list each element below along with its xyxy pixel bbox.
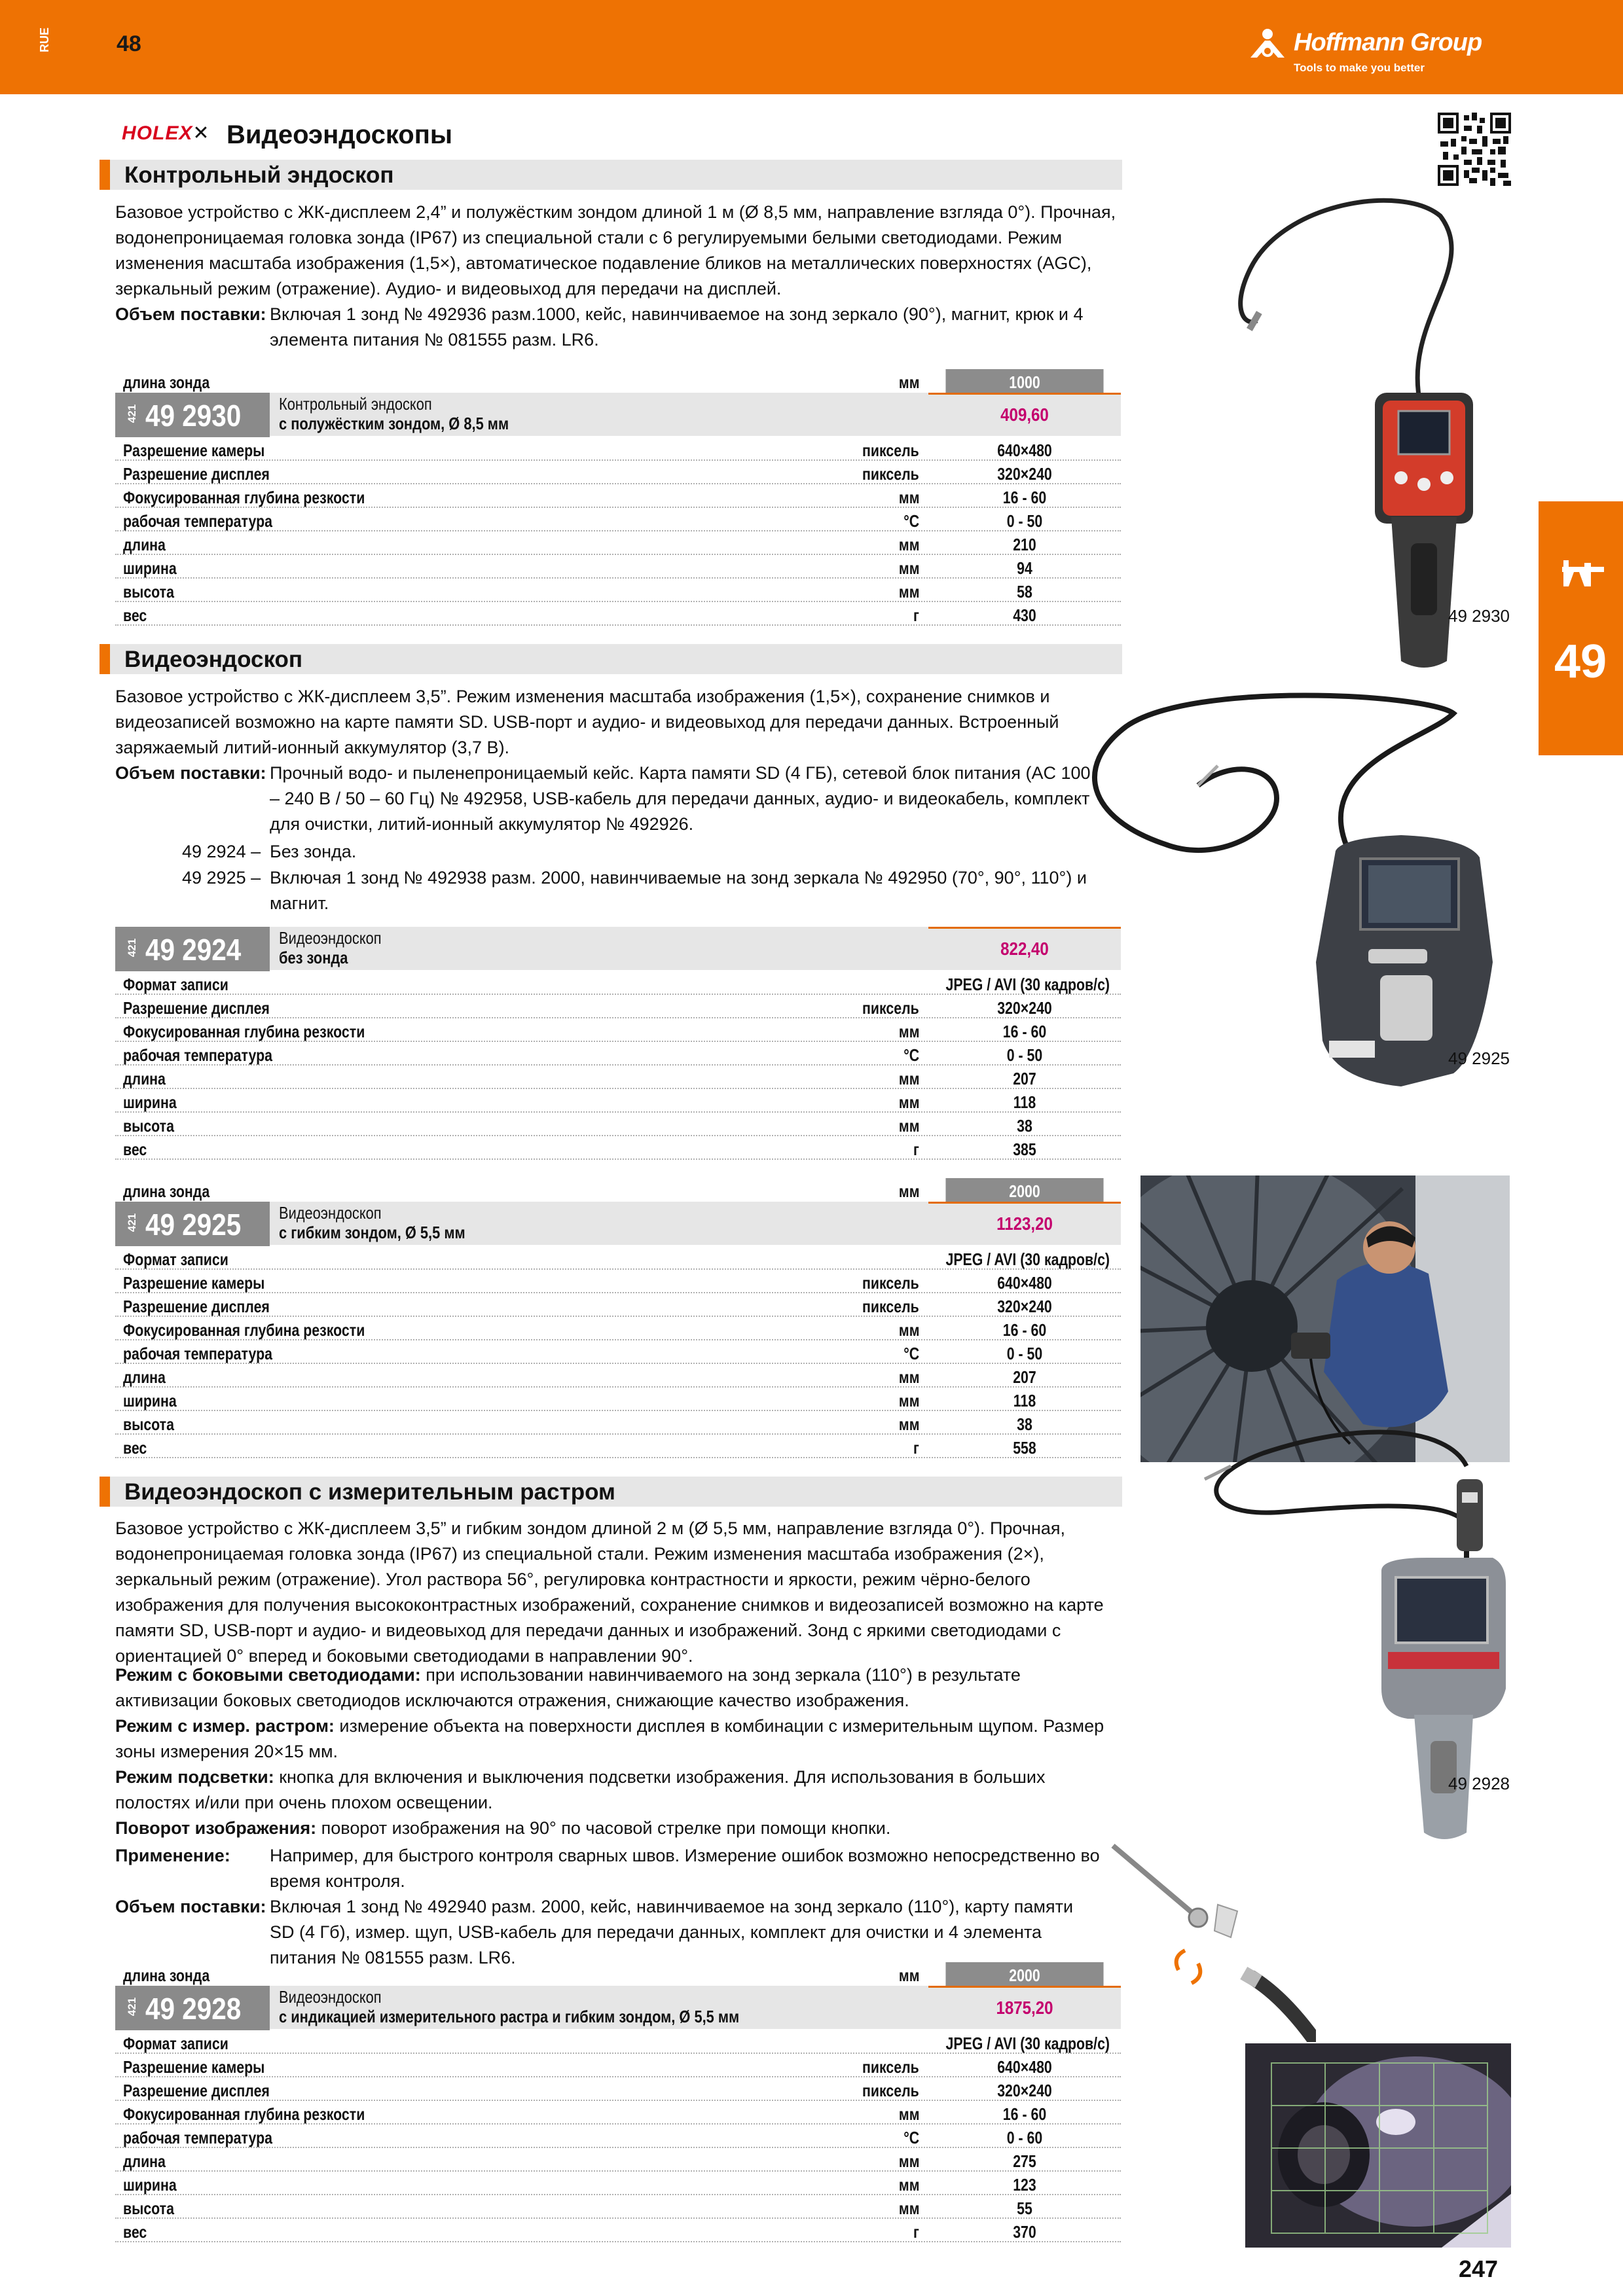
spec-value: 210 (1013, 535, 1036, 554)
spec-unit: мм (898, 2175, 919, 2195)
section-title: Видеоэндоскоп (124, 647, 303, 672)
delivery-scope-label: Объем поставки: (115, 763, 266, 783)
spec-value: 640×480 (997, 1273, 1052, 1293)
spec-unit: пиксель (862, 1297, 919, 1316)
spec-name: рабочая температура (123, 1045, 272, 1065)
spec-name: высота (123, 2198, 174, 2218)
spec-name: Фокусированная глубина резкости (123, 1320, 365, 1340)
chapter-number: 49 (1554, 636, 1607, 688)
spec-name: длина (123, 1069, 166, 1088)
spec-value: 16 - 60 (1002, 2104, 1047, 2124)
language-code: RUE (38, 27, 51, 53)
spec-name: ширина (123, 558, 177, 578)
spec-value: 640×480 (997, 2057, 1052, 2077)
table-row (115, 1388, 1121, 1411)
product-variant: без зонда (279, 948, 348, 967)
application-text: Например, для быстрого контроля сварных швов. Измерение ошибок возможно непосредственно во время контроля. (270, 1846, 1100, 1891)
feature-rotation (115, 1816, 1123, 1841)
spec-name: вес (123, 1438, 147, 1458)
article-number: 49 2928 (145, 1992, 242, 2026)
article-number: 49 2925 (145, 1208, 242, 1242)
table-row (115, 1364, 1121, 1388)
table-row (115, 2148, 1121, 2172)
spec-value: 38 (1017, 1116, 1032, 1136)
product-variant: с гибким зондом, Ø 5,5 мм (279, 1223, 465, 1242)
spec-name: Формат записи (123, 2034, 228, 2053)
spec-unit: мм (898, 535, 919, 554)
spec-unit: мм (898, 2104, 919, 2124)
spec-unit: °C (903, 1344, 919, 1363)
spec-unit: мм (898, 1116, 919, 1136)
spec-value: 320×240 (997, 1297, 1052, 1316)
section-header-video-endoscope (100, 644, 1122, 674)
article-number: 49 2930 (145, 399, 242, 433)
spec-unit: пиксель (862, 2081, 919, 2100)
spec-unit: г (913, 2222, 919, 2242)
spec-unit: мм (898, 1414, 919, 1434)
section-title: Контрольный эндоскоп (124, 162, 394, 188)
hoffmann-logo-icon (1245, 27, 1290, 60)
table-row (115, 1411, 1121, 1435)
application-label: Применение: (115, 1846, 230, 1865)
chapter-tab[interactable] (1539, 501, 1623, 755)
spec-value: 0 - 50 (1006, 1045, 1043, 1065)
spec-unit: мм (898, 2198, 919, 2218)
table-row (115, 1018, 1121, 1042)
table-row (115, 579, 1121, 602)
article-number-box (115, 927, 270, 971)
spec-value: 640×480 (997, 440, 1052, 460)
feature-text: кнопка для включения и выключения подсветки изображения. Для использования в больших полостях и/или при очень плохом освещении. (115, 1767, 1046, 1812)
section-accent-bar (100, 160, 110, 190)
delivery-scope-text: Прочный водо- и пыленепроницаемый кейс. Карта памяти SD (4 ГБ), сетевой блок питания (AC 100 – 240 В / 50 – 60 Гц) № 492958, USB-кабель для передачи данных, аудио- и видеокабель, комплект для очистки, литий-ионный аккумулятор № 492926. (270, 763, 1091, 834)
spec-value: 320×240 (997, 998, 1052, 1018)
table-row (115, 2219, 1121, 2242)
unit: мм (898, 372, 919, 392)
article-number-box (115, 393, 270, 437)
price: 1123,20 (996, 1213, 1053, 1234)
variant-note (182, 839, 1123, 865)
catalog-page-number: 48 (117, 31, 141, 56)
table-header-row (115, 369, 1121, 393)
table-row (115, 2195, 1121, 2219)
delivery-scope-label: Объем поставки: (115, 304, 266, 324)
variant-note (182, 865, 1123, 916)
spec-value: 16 - 60 (1002, 1320, 1047, 1340)
spec-rows (115, 1246, 1121, 1458)
spec-name: вес (123, 2222, 147, 2242)
table-row (115, 1435, 1121, 1458)
spec-name: Фокусированная глубина резкости (123, 1022, 365, 1041)
variant-text: Без зонда. (270, 842, 357, 861)
spec-name: вес (123, 1139, 147, 1159)
table-row (115, 531, 1121, 555)
spec-unit: г (913, 1438, 919, 1458)
table-row (115, 1136, 1121, 1160)
table-row (115, 1042, 1121, 1066)
spec-name: Разрешение камеры (123, 1273, 265, 1293)
page-number: 247 (1459, 2255, 1499, 2282)
feature-side-leds (115, 1662, 1123, 1713)
spec-value: 16 - 60 (1002, 488, 1047, 507)
spec-value: 123 (1013, 2175, 1036, 2195)
brand-tagline: Tools to make you better (1294, 62, 1425, 74)
spec-name: Разрешение дисплея (123, 2081, 270, 2100)
spec-value: 320×240 (997, 464, 1052, 484)
spec-unit: мм (898, 558, 919, 578)
holex-logo (122, 122, 210, 145)
product-name: Контрольный эндоскоп (279, 394, 432, 414)
spec-value: 558 (1013, 1438, 1036, 1458)
spec-value: 0 - 50 (1006, 1344, 1043, 1363)
price-divider (928, 393, 1121, 395)
feature-measuring-grid (115, 1713, 1123, 1765)
holex-wordmark: HOLEX (122, 122, 193, 144)
spec-value: JPEG / AVI (30 кадров/с) (945, 1249, 1110, 1269)
table-row (115, 2054, 1121, 2077)
feature-label: Режим подсветки: (115, 1767, 274, 1787)
delivery-scope (115, 761, 1123, 837)
spec-unit: мм (898, 1320, 919, 1340)
feature-text: измерение объекта на поверхности дисплея в комбинации с измерительным щупом. Размер зоны измерения 20×15 мм. (115, 1716, 1104, 1761)
article-number: 49 2924 (145, 933, 242, 967)
spec-value: 58 (1017, 582, 1032, 601)
unit: мм (898, 1181, 919, 1201)
price-group-label: 421 (126, 1997, 139, 2017)
spec-value: 275 (1013, 2151, 1036, 2171)
table-row (115, 1340, 1121, 1364)
unit: мм (898, 1965, 919, 1985)
table-row (115, 461, 1121, 484)
table-row (115, 971, 1121, 995)
spec-unit: пиксель (862, 2057, 919, 2077)
image-caption: 49 2930 (1448, 606, 1510, 626)
section-description: Базовое устройство с ЖК-дисплеем 3,5”. Режим изменения масштаба изображения (1,5×), сохранение снимков и видеозаписей возможно на карте памяти SD. USB-порт и аудио- и видеовыход для передачи данных. Встроенный заряжаемый литий-ионный аккумулятор (3,7 В). (115, 687, 1059, 757)
spec-unit: мм (898, 1367, 919, 1387)
probe-length-label: длина зонда (123, 372, 210, 392)
spec-unit: мм (898, 1391, 919, 1410)
spec-table-492925 (115, 1178, 1121, 1458)
variant-number: 49 2924 – (182, 842, 261, 861)
spec-name: Фокусированная глубина резкости (123, 2104, 365, 2124)
table-row (115, 1270, 1121, 1293)
delivery-scope (115, 1894, 1123, 1971)
table-row (115, 2125, 1121, 2148)
photo-turbine-inspection (1140, 1175, 1510, 1462)
table-row (115, 602, 1121, 626)
spec-name: Разрешение дисплея (123, 464, 270, 484)
spec-value: 16 - 60 (1002, 1022, 1047, 1041)
application-note (115, 1843, 1123, 1894)
spec-name: Формат записи (123, 1249, 228, 1269)
spec-name: вес (123, 605, 147, 625)
spec-name: длина (123, 535, 166, 554)
spec-name: длина (123, 2151, 166, 2171)
feature-label: Режим с измер. растром: (115, 1716, 335, 1736)
probe-length-value: 1000 (945, 369, 1103, 393)
delivery-scope-text: Включая 1 зонд № 492936 разм.1000, кейс, навинчиваемое на зонд зеркало (90°), магнит, крюк и 4 элемента питания № 081555 разм. LR6. (270, 304, 1084, 350)
product-variant: с полужёстким зондом, Ø 8,5 мм (279, 414, 509, 433)
spec-table-492930 (115, 369, 1121, 626)
delivery-scope-label: Объем поставки: (115, 1897, 266, 1916)
variant-text: Включая 1 зонд № 492938 разм. 2000, навинчиваемые на зонд зеркала № 492950 (70°, 90°, 110°) и магнит. (270, 868, 1087, 913)
section-description: Базовое устройство с ЖК-дисплеем 3,5” и гибким зондом длиной 2 м (Ø 5,5 мм, направление взгляда 0°). Прочная, водонепроницаемая головка зонда (IP67) из специальной стали. Режим изменения масштаба изображения (2×), зеркальный режим (отражение). Угол раствора 56°, регулировка контрастности и яркости, режим чёрно-белого изображения для получения высококонтрастных изображений, сохранение снимков и видеозаписей возможно на карте памяти SD, USB-порт и аудио- и видеовыход для передачи данных и изображений. Зонд с яркими светодиодами с ориентацией 0° вперед и боковыми светодиодами в направлении 90°. (115, 1518, 1104, 1666)
spec-value: JPEG / AVI (30 кадров/с) (945, 975, 1110, 994)
probe-length-value: 2000 (945, 1178, 1103, 1202)
spec-value: 55 (1017, 2198, 1032, 2218)
spec-value: 207 (1013, 1367, 1036, 1387)
section-accent-bar (100, 1477, 110, 1507)
price-group-label: 421 (126, 404, 139, 423)
delivery-scope (115, 302, 1123, 353)
probe-length-value: 2000 (945, 1962, 1103, 1986)
table-row (115, 995, 1121, 1018)
article-number-box (115, 1202, 270, 1246)
table-row (115, 437, 1121, 461)
spec-value: 38 (1017, 1414, 1032, 1434)
hoffmann-logo[interactable] (1245, 26, 1507, 76)
spec-unit: °C (903, 511, 919, 531)
spec-name: ширина (123, 2175, 177, 2195)
spec-value: 94 (1017, 558, 1032, 578)
table-row (115, 1089, 1121, 1113)
image-caption: 49 2925 (1448, 1049, 1510, 1068)
table-row (115, 508, 1121, 531)
brand-name: Hoffmann Group (1294, 29, 1482, 56)
spec-name: рабочая температура (123, 511, 272, 531)
spec-value: 0 - 50 (1006, 511, 1043, 531)
spec-name: Фокусированная глубина резкости (123, 488, 365, 507)
spec-unit: мм (898, 1069, 919, 1088)
product-name: Видеоэндоскоп (279, 928, 382, 948)
spec-value: 320×240 (997, 2081, 1052, 2100)
spec-name: Разрешение дисплея (123, 1297, 270, 1316)
spec-name: рабочая температура (123, 1344, 272, 1363)
table-row (115, 555, 1121, 579)
price-divider (928, 1202, 1121, 1204)
table-row (115, 1246, 1121, 1270)
feature-text: поворот изображения на 90° по часовой стрелке при помощи кнопки. (316, 1818, 891, 1838)
table-row (115, 2172, 1121, 2195)
spec-table-492924 (115, 927, 1121, 1160)
table-row (115, 1293, 1121, 1317)
feature-backlight (115, 1765, 1123, 1816)
price: 822,40 (1000, 939, 1049, 959)
spec-value: 118 (1013, 1092, 1036, 1112)
spec-name: ширина (123, 1092, 177, 1112)
variant-number: 49 2925 – (182, 868, 261, 888)
spec-name: ширина (123, 1391, 177, 1410)
spec-name: рабочая температура (123, 2128, 272, 2147)
probe-length-label: длина зонда (123, 1965, 210, 1985)
spec-unit: °C (903, 1045, 919, 1065)
product-row[interactable] (115, 393, 1121, 437)
spec-unit: пиксель (862, 464, 919, 484)
product-name: Видеоэндоскоп (279, 1203, 382, 1223)
spec-value: 0 - 60 (1006, 2128, 1043, 2147)
table-header-row (115, 1178, 1121, 1202)
feature-label: Режим с боковыми светодиодами: (115, 1665, 421, 1685)
table-row (115, 1066, 1121, 1089)
product-row[interactable] (115, 1202, 1121, 1246)
spec-value: 385 (1013, 1139, 1036, 1159)
product-image-492925 (1061, 687, 1519, 1106)
spec-rows (115, 2030, 1121, 2242)
table-row (115, 1317, 1121, 1340)
product-row[interactable] (115, 1986, 1121, 2030)
price: 1875,20 (996, 1998, 1053, 2018)
spec-unit: мм (898, 2151, 919, 2171)
measuring-grid-screen-image (1245, 2043, 1511, 2248)
spec-unit: мм (898, 1022, 919, 1041)
spec-name: высота (123, 1414, 174, 1434)
spec-value: 207 (1013, 1069, 1036, 1088)
product-row[interactable] (115, 927, 1121, 971)
spec-unit: пиксель (862, 1273, 919, 1293)
spec-unit: пиксель (862, 998, 919, 1018)
price-group-label: 421 (126, 1213, 139, 1232)
spec-name: высота (123, 582, 174, 601)
article-number-box (115, 1986, 270, 2030)
mirror-attachment-illustration (1100, 1826, 1316, 2042)
price: 409,60 (1000, 404, 1049, 425)
image-caption: 49 2928 (1448, 1774, 1510, 1793)
spec-rows (115, 971, 1121, 1160)
probe-length-label: длина зонда (123, 1181, 210, 1201)
feature-text: при использовании навинчиваемого на зонд зеркала (110°) в результате активизации боковых светодиодов исключаются отражения, снижающие качество изображения. (115, 1665, 1021, 1710)
holex-x-mark-icon: ✕ (192, 122, 210, 144)
price-divider (928, 1986, 1121, 1988)
section-description: Базовое устройство с ЖК-дисплеем 2,4” и полужёстким зондом длиной 1 м (Ø 8,5 мм, направление взгляда 0°). Прочная, водонепроницаемая головка зонда (IP67) из специальной стали с 6 регулируемыми белыми светодиодами. Режим изменения масштаба изображения (1,5×), автоматическое подавление бликов на металлических поверхностях (AGC), зеркальный режим (отражение). Аудио- и видеовыход для передачи на дисплей. (115, 202, 1116, 298)
feature-label: Поворот изображения: (115, 1818, 317, 1838)
spec-value: 118 (1013, 1391, 1036, 1410)
spec-value: JPEG / AVI (30 кадров/с) (945, 2034, 1110, 2053)
spec-unit: пиксель (862, 440, 919, 460)
section-header-measuring-grid-endoscope (100, 1477, 1122, 1507)
product-image-492930 (1205, 190, 1506, 674)
spec-name: Разрешение дисплея (123, 998, 270, 1018)
spec-table-492928 (115, 1962, 1121, 2242)
spec-name: Разрешение камеры (123, 2057, 265, 2077)
delivery-scope-text: Включая 1 зонд № 492940 разм. 2000, кейс, навинчиваемое на зонд зеркало (110°), карту памяти SD (4 Гб), измер. щуп, USB-кабель для передачи данных, комплект для очистки и 4 элемента питания № 081555 разм. LR6. (270, 1897, 1074, 1967)
spec-unit: г (913, 1139, 919, 1159)
spec-unit: °C (903, 2128, 919, 2147)
table-header-row (115, 1962, 1121, 1986)
spec-name: Разрешение камеры (123, 440, 265, 460)
spec-rows (115, 437, 1121, 626)
table-row (115, 2077, 1121, 2101)
spec-value: 430 (1013, 605, 1036, 625)
table-row (115, 2030, 1121, 2054)
spec-unit: мм (898, 488, 919, 507)
spec-name: длина (123, 1367, 166, 1387)
spec-name: Формат записи (123, 975, 228, 994)
spec-value: 370 (1013, 2222, 1036, 2242)
section-header-control-endoscope (100, 160, 1122, 190)
table-row (115, 2101, 1121, 2125)
section-accent-bar (100, 644, 110, 674)
table-row (115, 1113, 1121, 1136)
spec-unit: мм (898, 582, 919, 601)
product-variant: с индикацией измерительного растра и гибким зондом, Ø 5,5 мм (279, 2007, 740, 2026)
table-row (115, 484, 1121, 508)
section-title: Видеоэндоскоп с измерительным растром (124, 1479, 615, 1505)
spec-name: высота (123, 1116, 174, 1136)
caliper-icon (1559, 558, 1607, 597)
spec-unit: г (913, 605, 919, 625)
product-name: Видеоэндоскоп (279, 1987, 382, 2007)
price-group-label: 421 (126, 938, 139, 958)
qr-code-icon[interactable] (1438, 113, 1511, 186)
page-title: Видеоэндоскопы (227, 120, 453, 149)
spec-unit: мм (898, 1092, 919, 1112)
